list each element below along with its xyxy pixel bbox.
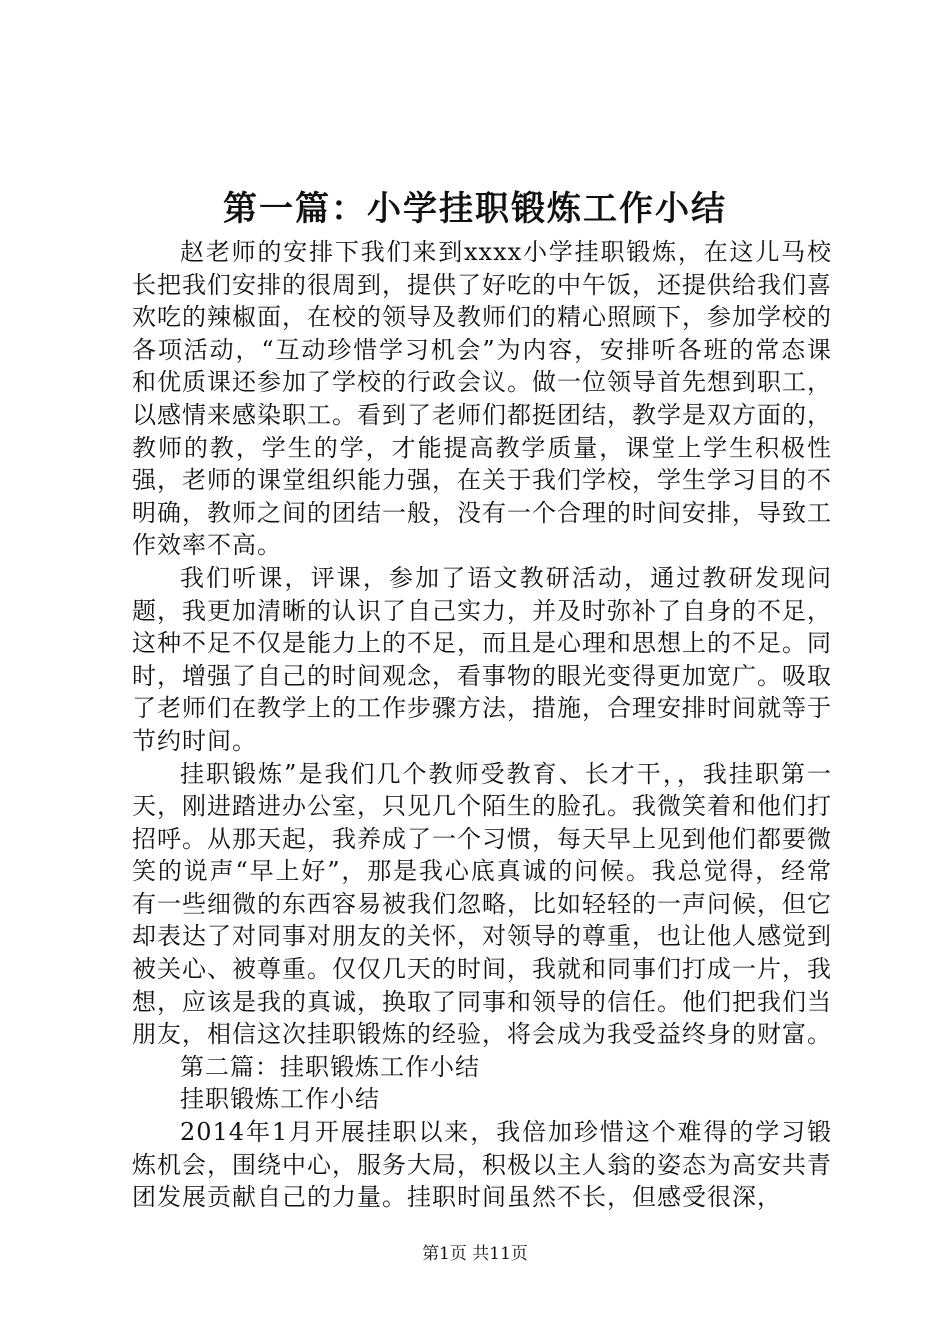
page-footer: 第1页 共11页 <box>422 1244 528 1264</box>
paragraph-2: 我们听课，评课，参加了语文教研活动，通过教研发现问题，我更加清晰的认识了自己实力，并及时弥补了自身的不足，这种不足不仅是能力上的不足，而且是心理和思想上的不足。同时，增强了自己的时间观念，看事物的眼光变得更加宽广。吸取了老师们在教学上的工作步骤方法，措施，合理安排时间就等于节约时间。 <box>132 563 832 755</box>
paragraph-4: 2014年1月开展挂职以来，我倍加珍惜这个难得的学习锻炼机会，围绕中心，服务大局，积极以主人翁的姿态为高安共青团发展贡献自己的力量。挂职时间虽然不长，但感受很深， <box>132 1118 832 1212</box>
section-subheading: 挂职锻炼工作小结 <box>180 1085 380 1114</box>
document-body <box>132 236 832 1214</box>
paragraph-1: 赵老师的安排下我们来到xxxx小学挂职锻炼，在这儿马校长把我们安排的很周到，提供了好吃的中午饭，还提供给我们喜欢吃的辣椒面，在校的领导及教师们的精心照顾下，参加学校的各项活动，“互动珍惜学习机会”为内容，安排听各班的常态课和优质课还参加了学校的行政会议。做一位领导首先想到职工，以感情来感染职工。看到了老师们都挺团结，教学是双方面的，教师的教，学生的学，才能提高教学质量，课堂上学生积极性强，老师的课堂组织能力强，在关于我们学校，学生学习目的不明确，教师之间的团结一般，没有一个合理的时间安排，导致工作效率不高。 <box>132 238 832 560</box>
section-heading-2: 第二篇：挂职锻炼工作小结 <box>180 1052 480 1081</box>
paragraph-3: 挂职锻炼”是我们几个教师受教育、长才干，，我挂职第一天，刚进踏进办公室，只见几个陌生的脸孔。我微笑着和他们打招呼。从那天起，我养成了一个习惯，每天早上见到他们都要微笑的说声“早上好”，那是我心底真诚的问候。我总觉得，经常有一些细微的东西容易被我们忽略，比如轻轻的一声问候，但它却表达了对同事对朋友的关怀，对领导的尊重，也让他人感觉到被关心、被尊重。仅仅几天的时间，我就和同事们打成一片，我想，应该是我的真诚，换取了同事和领导的信任。他们把我们当朋友，相信这次挂职锻炼的经验，将会成为我受益终身的财富。 <box>132 759 832 1049</box>
document-title: 第一篇：小学挂职锻炼工作小结 <box>223 189 727 229</box>
